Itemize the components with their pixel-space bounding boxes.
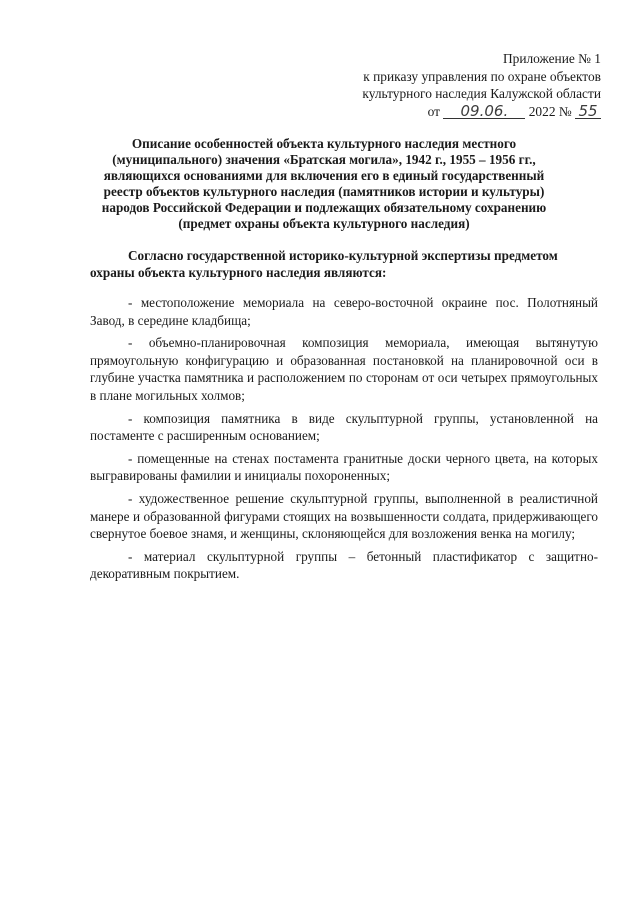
protection-item: - материал скульптурной группы – бетонный пластификатор с защитно-декоративным покрытием. <box>90 548 598 582</box>
appendix-header <box>362 50 601 120</box>
intro-paragraph <box>90 247 598 281</box>
protection-item: - композиция памятника в виде скульптурной группы, установленной на постаменте с расширенным основанием; <box>90 410 598 444</box>
title-line: реестр объектов культурного наследия (памятников истории и культуры) <box>103 184 545 199</box>
order-date-line <box>362 103 601 121</box>
title-line: являющихся основаниями для включения его в единый государственный <box>103 168 545 183</box>
protection-item: - объемно-планировочная композиция мемориала, имеющая вытянутую прямоугольную конфигурацию и образованная постановкой на планировочной оси в глубине участка памятника и расположением по сторонам от оси четырех прямоугольных в плане могильных холмов; <box>90 335 598 403</box>
title-line: народов Российской Федерации и подлежащих обязательному сохранению <box>101 200 547 215</box>
appendix-label: Приложение № 1 <box>502 51 601 66</box>
title-line: (муниципального) значения «Братская могила», 1942 г., 1955 – 1956 гг., <box>112 152 536 167</box>
handwritten-order-number: 55 <box>575 104 601 119</box>
intro-line: охраны объекта культурного наследия являются: <box>90 265 387 280</box>
protection-item: - местоположение мемориала на северо-восточной окраине пос. Полотняный Завод, в середине кладбища; <box>90 295 598 328</box>
protection-item: - художественное решение скульптурной группы, выполненной в реалистичной манере и образованной фигурами стоящих на возвышенности солдата, придерживающего свернутое боевое знамя, и женщины, склоняющейся для возложения венка на могилу; <box>90 490 598 542</box>
document-title <box>90 136 558 232</box>
protection-items-list <box>90 294 598 588</box>
title-line: (предмет охраны объекта культурного наследия) <box>178 216 470 231</box>
protection-item: - помещенные на стенах постамента гранитные доски черного цвета, на которых выгравированы фамилии и инициалы похороненных; <box>90 450 598 484</box>
handwritten-date: 09.06. <box>443 104 525 119</box>
title-line: Описание особенностей объекта культурного наследия местного <box>131 136 517 151</box>
order-year: 2022 № <box>528 103 572 119</box>
intro-line: Согласно государственной историко-культурной экспертизы предметом <box>128 248 558 263</box>
authority-name-line: культурного наследия Калужской области <box>362 86 601 101</box>
date-prefix: от <box>427 103 441 119</box>
order-reference-line: к приказу управления по охране объектов <box>363 68 601 84</box>
